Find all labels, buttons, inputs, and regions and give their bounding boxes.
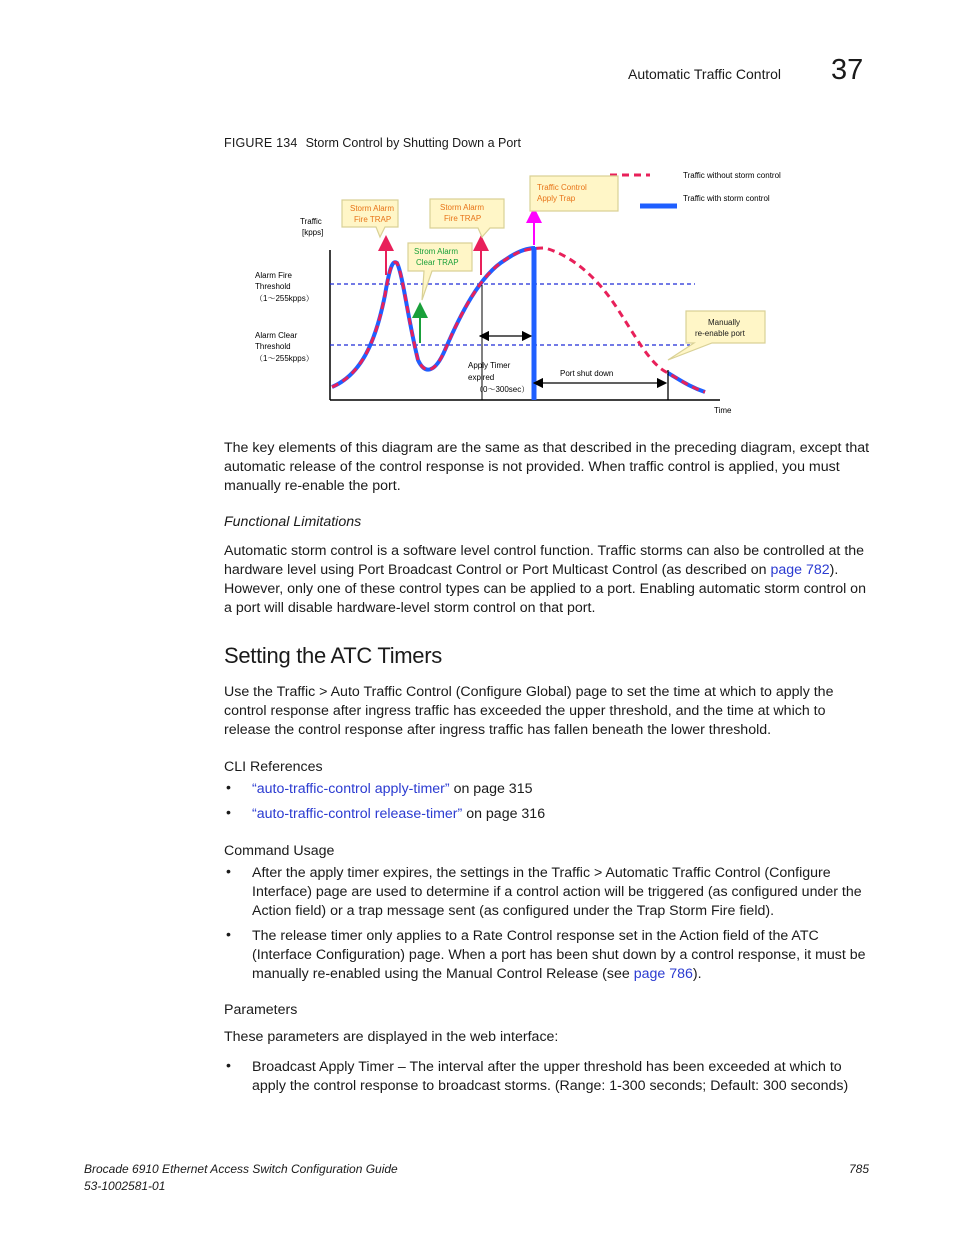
svg-text:Traffic Control Apply Tr: Traffic Control Apply Trap xyxy=(537,183,587,203)
alarm-fire-label: Alarm Fire Threshold （1～255kpps） xyxy=(255,271,314,303)
link-apply-timer[interactable]: “auto-traffic-control apply-timer” xyxy=(252,781,450,797)
bullet-glyph: • xyxy=(226,780,231,796)
cli-reference-item: “auto-traffic-control release-timer” on page 316 xyxy=(252,806,546,822)
chapter-number: 37 xyxy=(831,54,864,86)
section-heading: Setting the ATC Timers xyxy=(224,643,442,668)
svg-text:Storm Alarm Fire TRAP: Storm Alarm Fire TRAP xyxy=(440,203,485,223)
parameters-intro: These parameters are displayed in the web interface: xyxy=(224,1029,559,1045)
link-release-timer[interactable]: “auto-traffic-control release-timer” xyxy=(252,806,463,822)
parameter-name: Broadcast Apply Timer xyxy=(252,1059,394,1075)
figure-caption xyxy=(224,136,521,150)
subheading-cli-references: CLI References xyxy=(224,759,323,775)
storm-control-diagram xyxy=(250,165,810,420)
traffic-curve-uncontrolled xyxy=(332,248,705,392)
callout-fire-trap-1 xyxy=(342,200,398,237)
running-header-title: Automatic Traffic Control xyxy=(628,66,782,82)
paragraph-atc-timers: Use the Traffic > Auto Traffic Control (Configure Global) page to set the time at which to apply the control response after ingress traffic has exceeded the upper threshold, and the time at which to release the control response after ingress traffic has fallen beneath the lower threshold. xyxy=(224,684,834,738)
paragraph-diagram-explanation: The key elements of this diagram are the same as that described in the preceding diagram, except that automatic release of the control response is not provided. When traffic control is applied, you must manually re-enable the port. xyxy=(224,440,870,494)
subheading-functional-limitations: Functional Limitations xyxy=(224,514,362,530)
cli-reference-item: “auto-traffic-control apply-timer” on page 315 xyxy=(252,781,533,797)
footer-page-number: 785 xyxy=(849,1162,870,1176)
callout-manual-reenable xyxy=(668,311,765,360)
footer-title: Brocade 6910 Ethernet Access Switch Configuration Guide xyxy=(84,1162,398,1176)
port-shutdown-label: Port shut down xyxy=(560,369,614,378)
parameter-item: Broadcast Apply Timer – The interval after the upper threshold has been exceeded at which to apply the control response to broadcast storms. (Range: 1-300 seconds; Default: 300 seconds) xyxy=(252,1059,849,1094)
link-page-786[interactable]: page 786 xyxy=(633,966,693,982)
figure-label: FIGURE 134 xyxy=(224,136,298,150)
callout-apply-trap xyxy=(530,176,618,211)
y-axis-label: Traffic [kpps] xyxy=(300,217,324,237)
figure-title: Storm Control by Shutting Down a Port xyxy=(305,136,521,150)
subheading-command-usage: Command Usage xyxy=(224,843,335,859)
svg-text:Manually re-enable port: Manually re-enable port xyxy=(695,318,745,338)
x-axis-label: Time xyxy=(714,406,732,415)
command-usage-item: The release timer only applies to a Rate Control response set in the Action field of the ATC (Interface Configuration) page. When a port has been shut down by a control response, it must be manually re-enabled using the Manual Control Release (see page 786). xyxy=(252,928,866,982)
bullet-glyph: • xyxy=(226,864,231,880)
legend-label-with: Traffic with storm control xyxy=(683,194,770,203)
legend-label-without: Traffic without storm control xyxy=(683,171,781,180)
bullet-glyph: • xyxy=(226,805,231,821)
alarm-clear-label: Alarm Clear Threshold （1～255kpps） xyxy=(255,331,314,363)
command-usage-item: After the apply timer expires, the settings in the Traffic > Automatic Traffic Control (Configure Interface) page are used to determine if a control action will be triggered (as configured under the Action field) or a trap message sent (as configured under the Trap Storm Fire field). xyxy=(252,865,862,919)
svg-text:Storm Alarm Fire TRAP: Storm Alarm Fire TRAP xyxy=(350,204,395,224)
callout-fire-trap-2 xyxy=(430,199,504,237)
bullet-glyph: • xyxy=(226,1058,231,1074)
link-page-782[interactable]: page 782 xyxy=(770,562,830,578)
callout-clear-trap xyxy=(408,243,472,300)
apply-timer-label: Apply Timer expired （0～300sec） xyxy=(468,361,530,394)
subheading-parameters: Parameters xyxy=(224,1002,298,1018)
footer-doc-number: 53-1002581-01 xyxy=(84,1179,166,1193)
bullet-glyph: • xyxy=(226,927,231,943)
svg-text:Strom Alarm Clear TRAP: Strom Alarm Clear TRAP xyxy=(414,247,459,267)
paragraph-functional-limitations: Automatic storm control is a software level control function. Traffic storms can also be controlled at the hardware level using Port Broadcast Control or Port Multicast Control (as described on page 782). However, only one of these control types can be applied to a port. Enabling automatic storm control on a port will disable hardware-level storm control on that port. xyxy=(224,543,866,616)
